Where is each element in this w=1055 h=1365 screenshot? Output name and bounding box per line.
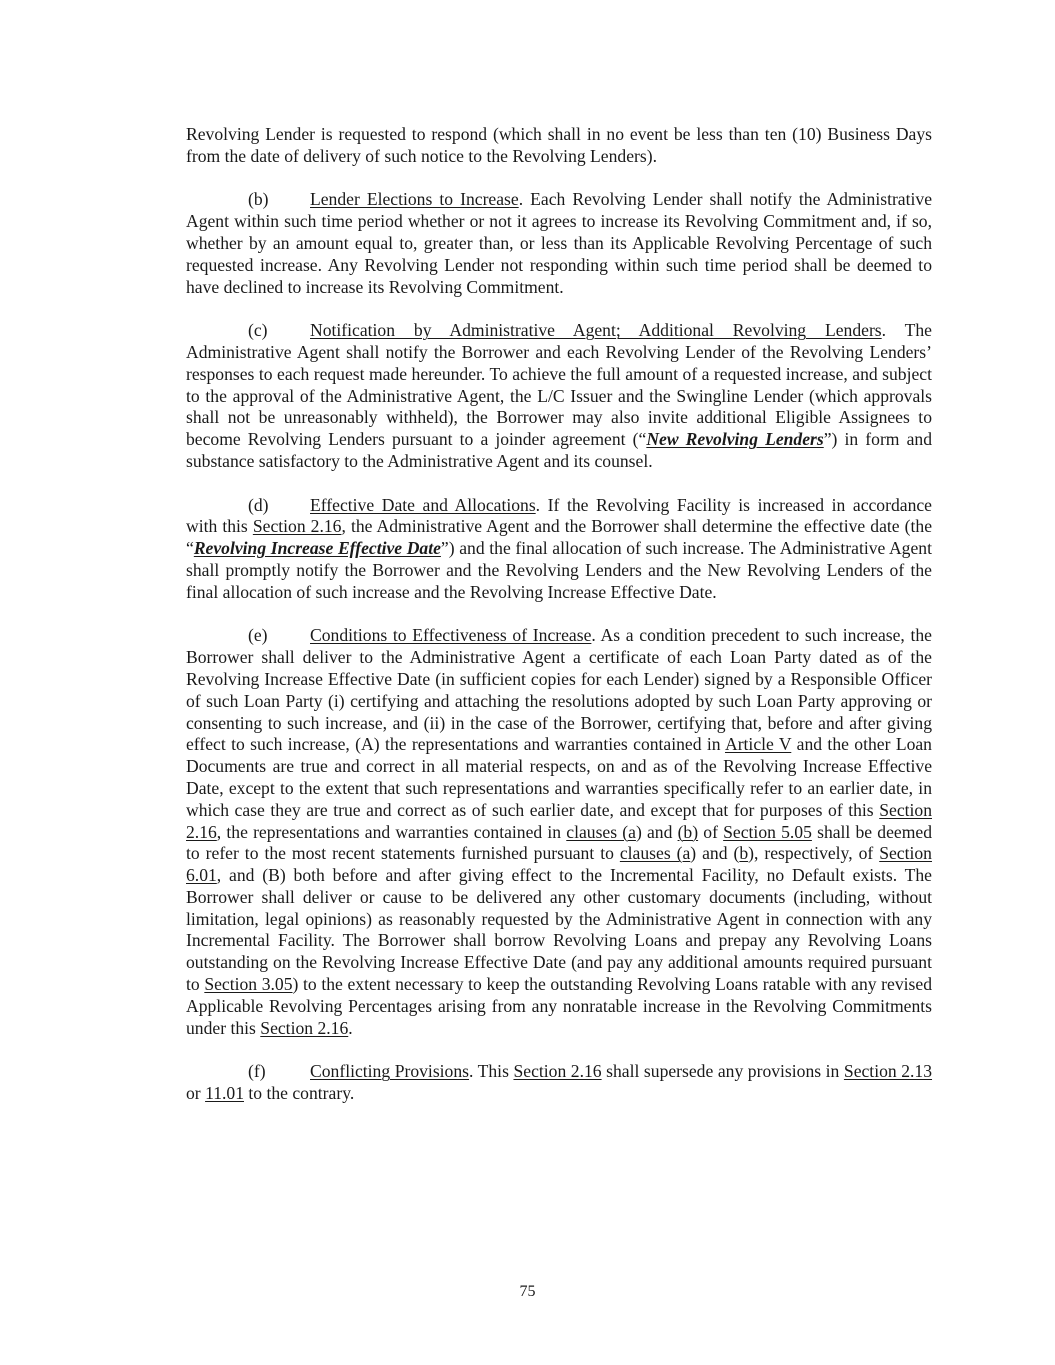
clause-heading: Lender Elections to Increase bbox=[310, 189, 519, 210]
body-text: ) and ( bbox=[690, 843, 740, 864]
cross-reference: clauses (a bbox=[619, 843, 691, 864]
body-text: to the contrary. bbox=[244, 1083, 355, 1104]
defined-term: Revolving Increase Effective Date bbox=[193, 538, 441, 559]
paragraph-b-lender-elections bbox=[186, 189, 932, 298]
paragraph-d-effective-date bbox=[186, 495, 932, 604]
cross-reference: Section 2.13 bbox=[843, 1061, 933, 1082]
defined-term: New Revolving Lenders bbox=[646, 429, 824, 450]
cross-reference: Section 2.16 bbox=[252, 516, 342, 537]
cross-reference: (b) bbox=[677, 821, 699, 842]
body-text: , and (B) both before and after giving effect to the Incremental Facility, no Default exists. The Borrower shall deliver or cause to be delivered any other customary documents (including, without limitation, legal opinions) as reasonably requested by the Administrative Agent in connection with any Incremental Facility. The Borrower shall borrow Revolving Loans and prepay any Revolving Loans outstanding on the Revolving Increase Effective Date (and pay any additional amounts required pursuant to bbox=[186, 865, 932, 995]
document-page bbox=[186, 124, 932, 1127]
body-text: , the representations and warranties contained in bbox=[216, 821, 567, 842]
body-text: . If the Revolving Facility is increased in accordance with this bbox=[186, 494, 932, 537]
body-text: ), respectively, of bbox=[748, 843, 880, 864]
body-text: shall be deemed to refer to the most recent statements furnished pursuant to bbox=[186, 821, 933, 864]
body-text: shall supersede any provisions in bbox=[601, 1061, 844, 1082]
body-text: ”) in form and substance satisfactory to the Administrative Agent and its counsel. bbox=[186, 429, 932, 471]
clause-label: (d) bbox=[248, 494, 269, 515]
cross-reference: Section 5.05 bbox=[723, 821, 812, 842]
paragraph-continuation bbox=[186, 124, 932, 168]
page-number: 75 bbox=[519, 1283, 536, 1300]
cross-reference: Section 2.16 bbox=[513, 1061, 602, 1082]
clause-heading: Notification by Administrative Agent; Additional Revolving Lenders bbox=[310, 320, 882, 341]
body-text: ”) and the final allocation of such increase. The Administrative Agent shall promptly notify the Borrower and the Revolving Lenders and the New Revolving Lenders of the final allocation of such increase and the Revolving Increase Effective Date. bbox=[186, 538, 932, 602]
body-text: . The Administrative Agent shall notify the Borrower and each Revolving Lender of the Revolving Lenders’ responses to each request made hereunder. To achieve the full amount of a requested increase, and subject to the approval of the Administrative Agent, the L/C Issuer and the Swingline Lender (which approvals shall not be unreasonably withheld), the Borrower may also invite additional Eligible Assignees to become Revolving Lenders pursuant to a joinder agreement (“ bbox=[186, 320, 932, 450]
body-text: , the Administrative Agent and the Borrower shall determine the effective date (the “ bbox=[186, 516, 933, 559]
clause-label: (c) bbox=[248, 320, 268, 341]
clause-heading: Conditions to Effectiveness of Increase bbox=[310, 625, 592, 646]
body-text: ) and bbox=[635, 821, 678, 842]
clause-heading: Conflicting Provisions bbox=[310, 1061, 469, 1082]
body-text: and the other Loan Documents are true and correct in all material respects, on and as of the Revolving Increase Effective Date, except to the extent that such representations and warranties specifically refer to an earlier date, in which case they are true and correct as of such earlier date, and except that for purposes of this bbox=[186, 734, 932, 820]
body-text: or bbox=[186, 1083, 206, 1104]
clause-label: (b) bbox=[248, 189, 269, 210]
body-text: . As a condition precedent to such increase, the Borrower shall deliver to the Administrative Agent a certificate of each Loan Party dated as of the Revolving Increase Effective Date (in sufficient copies for each Lender) signed by a Responsible Officer of such Loan Party (i) certifying and attaching the resolutions adopted by such Loan Party approving or consenting to such increase, and (ii) in the case of the Borrower, certifying that, before and after giving effect to such increase, (A) the representations and warranties contained in bbox=[186, 625, 932, 755]
body-text: of bbox=[698, 821, 724, 842]
body-text: . bbox=[348, 1017, 353, 1038]
cross-reference: Section 2.16 bbox=[186, 799, 932, 842]
cross-reference: Section 3.05 bbox=[204, 974, 293, 995]
body-text: ) to the extent necessary to keep the outstanding Revolving Loans ratable with any revised Applicable Revolving Percentages arising from any nonratable increase in the Revolving Commitments under this bbox=[186, 974, 932, 1038]
body-text: Revolving Lender is requested to respond (which shall in no event be less than ten (10) Business Days from the date of delivery of such notice to the Revolving Lenders). bbox=[186, 124, 932, 166]
body-text: . Each Revolving Lender shall notify the Administrative Agent within such time period whether or not it agrees to increase its Revolving Commitment and, if so, whether by an amount equal to, greater than, or less than its Applicable Revolving Percentage of such requested increase. Any Revolving Lender not responding within such time period shall be deemed to have declined to increase its Revolving Commitment. bbox=[186, 189, 933, 297]
cross-reference: b bbox=[739, 843, 749, 864]
cross-reference: 11.01 bbox=[205, 1083, 244, 1104]
cross-reference: Section 6.01 bbox=[186, 843, 932, 886]
cross-reference: Article V bbox=[724, 734, 792, 755]
cross-reference: clauses (a bbox=[566, 821, 636, 842]
paragraph-f-conflicting-provisions bbox=[186, 1061, 932, 1105]
clause-label: (e) bbox=[248, 625, 268, 646]
cross-reference: Section 2.16 bbox=[260, 1017, 349, 1038]
clause-heading: Effective Date and Allocations bbox=[310, 494, 536, 515]
body-text: . This bbox=[469, 1061, 514, 1082]
paragraph-e-conditions bbox=[186, 625, 932, 1039]
clause-label: (f) bbox=[248, 1061, 266, 1082]
paragraph-c-notification bbox=[186, 320, 932, 473]
